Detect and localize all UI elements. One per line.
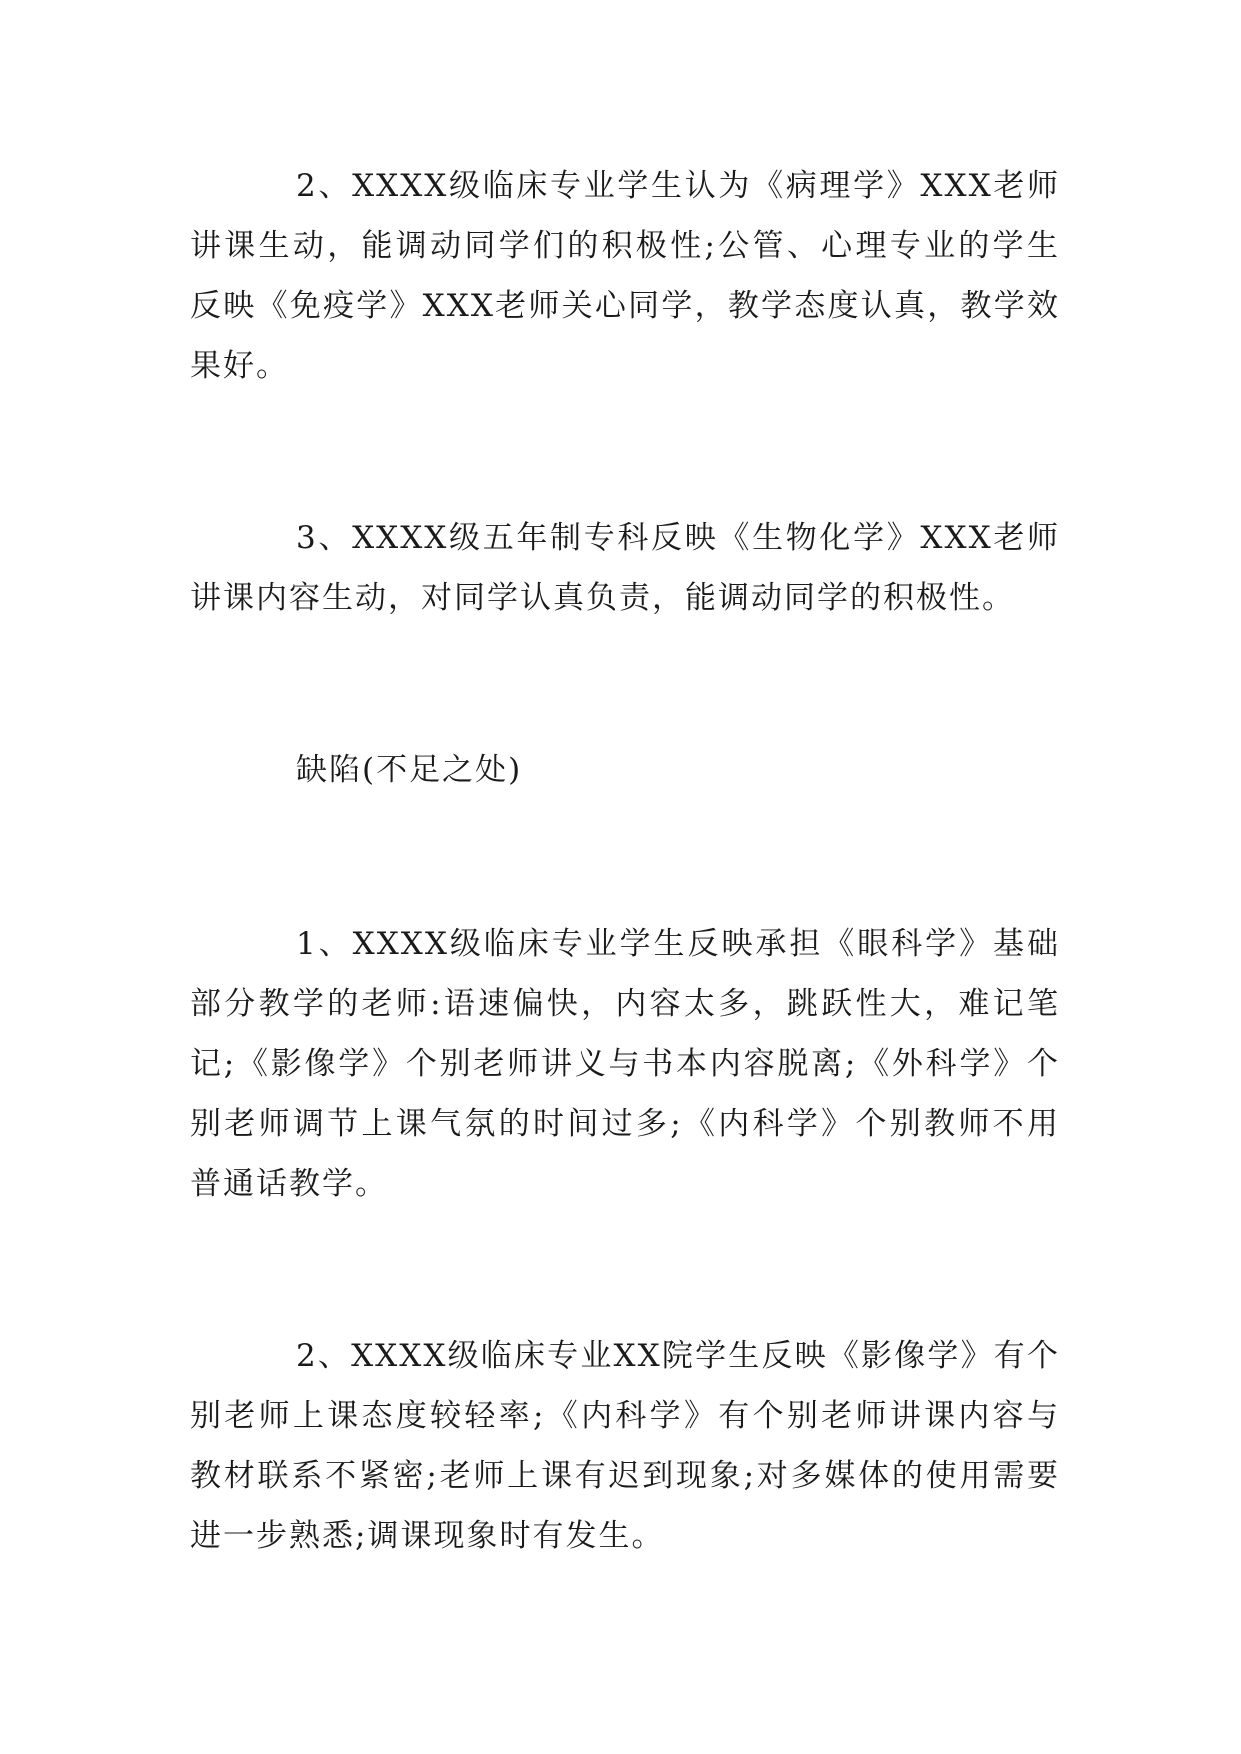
paragraph-strength-2: 2、XXXX级临床专业学生认为《病理学》XXX老师讲课生动，能调动同学们的积极性;公管、心理专业的学生反映《免疫学》XXX老师关心同学，教学态度认真，教学效果好。 bbox=[190, 168, 1060, 384]
paragraph-strength-3: 3、XXXX级五年制专科反映《生物化学》XXX老师讲课内容生动，对同学认真负责，能调动同学的积极性。 bbox=[190, 520, 1060, 616]
paragraph-deficiency-2: 2、XXXX级临床专业XX院学生反映《影像学》有个别老师上课态度较轻率;《内科学》有个别老师讲课内容与教材联系不紧密;老师上课有迟到现象;对多媒体的使用需要进一步熟悉;调课现象时有发生。 bbox=[190, 1338, 1060, 1554]
section-heading-deficiencies: 缺陷(不足之处) bbox=[296, 752, 523, 788]
paragraph-deficiency-1: 1、XXXX级临床专业学生反映承担《眼科学》基础部分教学的老师:语速偏快，内容太多，跳跃性大，难记笔记;《影像学》个别老师讲义与书本内容脱离;《外科学》个别老师调节上课气氛的时间过多;《内科学》个别教师不用普通话教学。 bbox=[190, 926, 1060, 1202]
